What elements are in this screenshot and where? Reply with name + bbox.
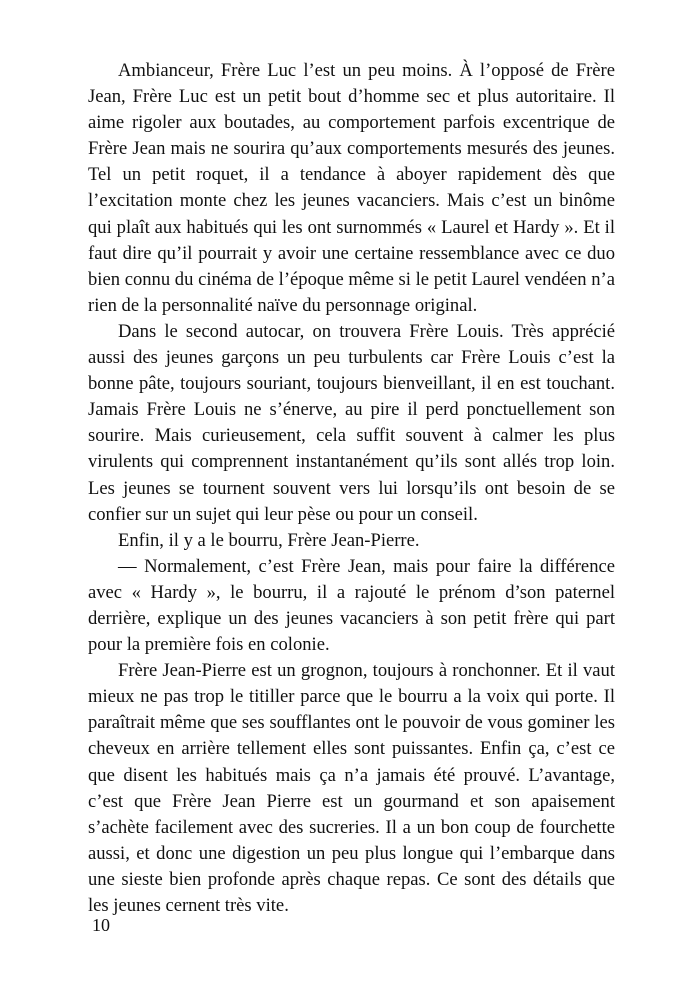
- page-number: 10: [92, 915, 110, 935]
- paragraph-bourru-intro: Enfin, il y a le bourru, Frère Jean-Pierre.: [118, 529, 420, 551]
- paragraph-frere-jean-pierre: Frère Jean-Pierre est un grognon, toujours à ronchonner. Et il vaut mieux ne pas trop le titiller parce que le bourru a la voix qui porte. Il paraîtrait même que ses soufflantes ont le pouvoir de vous gominer les cheveux en arrière tellement elles sont puissantes. Enfin ça, c’est ce que disent les habitués mais ça n’a jamais été prouvé. L’avantage, c’est que Frère Jean Pierre est un gourmand et son apaisement s’achète facilement avec des sucreries. Il a un bon coup de fourchette aussi, et donc une digestion un peu plus longue qui l’embarque dans une sieste bien profonde après chaque repas. Ce sont des détails que les jeunes cernent très vite.: [88, 660, 615, 916]
- paragraph-frere-luc: Ambianceur, Frère Luc l’est un peu moins. À l’opposé de Frère Jean, Frère Luc est un petit bout d’homme sec et plus autoritaire. Il aime rigoler aux boutades, au comportement parfois excentrique de Frère Jean mais ne sourira qu’aux comportements mesurés des jeunes. Tel un petit roquet, il a tendance à aboyer rapidement dès que l’excitation monte chez les jeunes vacanciers. Mais c’est un binôme qui plaît aux habitués qui les ont surnommés « Laurel et Hardy ». Et il faut dire qu’il pourrait y avoir une certaine ressemblance avec ce duo bien connu du cinéma de l’époque même si le petit Laurel vendéen n’a rien de la personnalité naïve du personnage original.: [88, 60, 615, 316]
- paragraph-frere-louis: Dans le second autocar, on trouvera Frère Louis. Très apprécié aussi des jeunes garçons un peu turbulents car Frère Louis c’est la bonne pâte, toujours souriant, toujours bienveillant, il en est touchant. Jamais Frère Louis ne s’énerve, au pire il perd ponctuellement son sourire. Mais curieusement, cela suffit souvent à calmer les plus virulents qui comprennent instantanément qu’ils sont allés trop loin. Les jeunes se tournent souvent vers lui lorsqu’ils ont besoin de se confier sur un sujet qui leur pèse ou pour un conseil.: [88, 320, 615, 525]
- paragraph-dialogue: — Normalement, c’est Frère Jean, mais pour faire la différence avec « Hardy », le bourru, il a rajouté le prénom d’son paternel derrière, explique un des jeunes vacanciers à son petit frère qui part pour la première fois en colonie.: [88, 555, 615, 656]
- body-text: [88, 58, 615, 919]
